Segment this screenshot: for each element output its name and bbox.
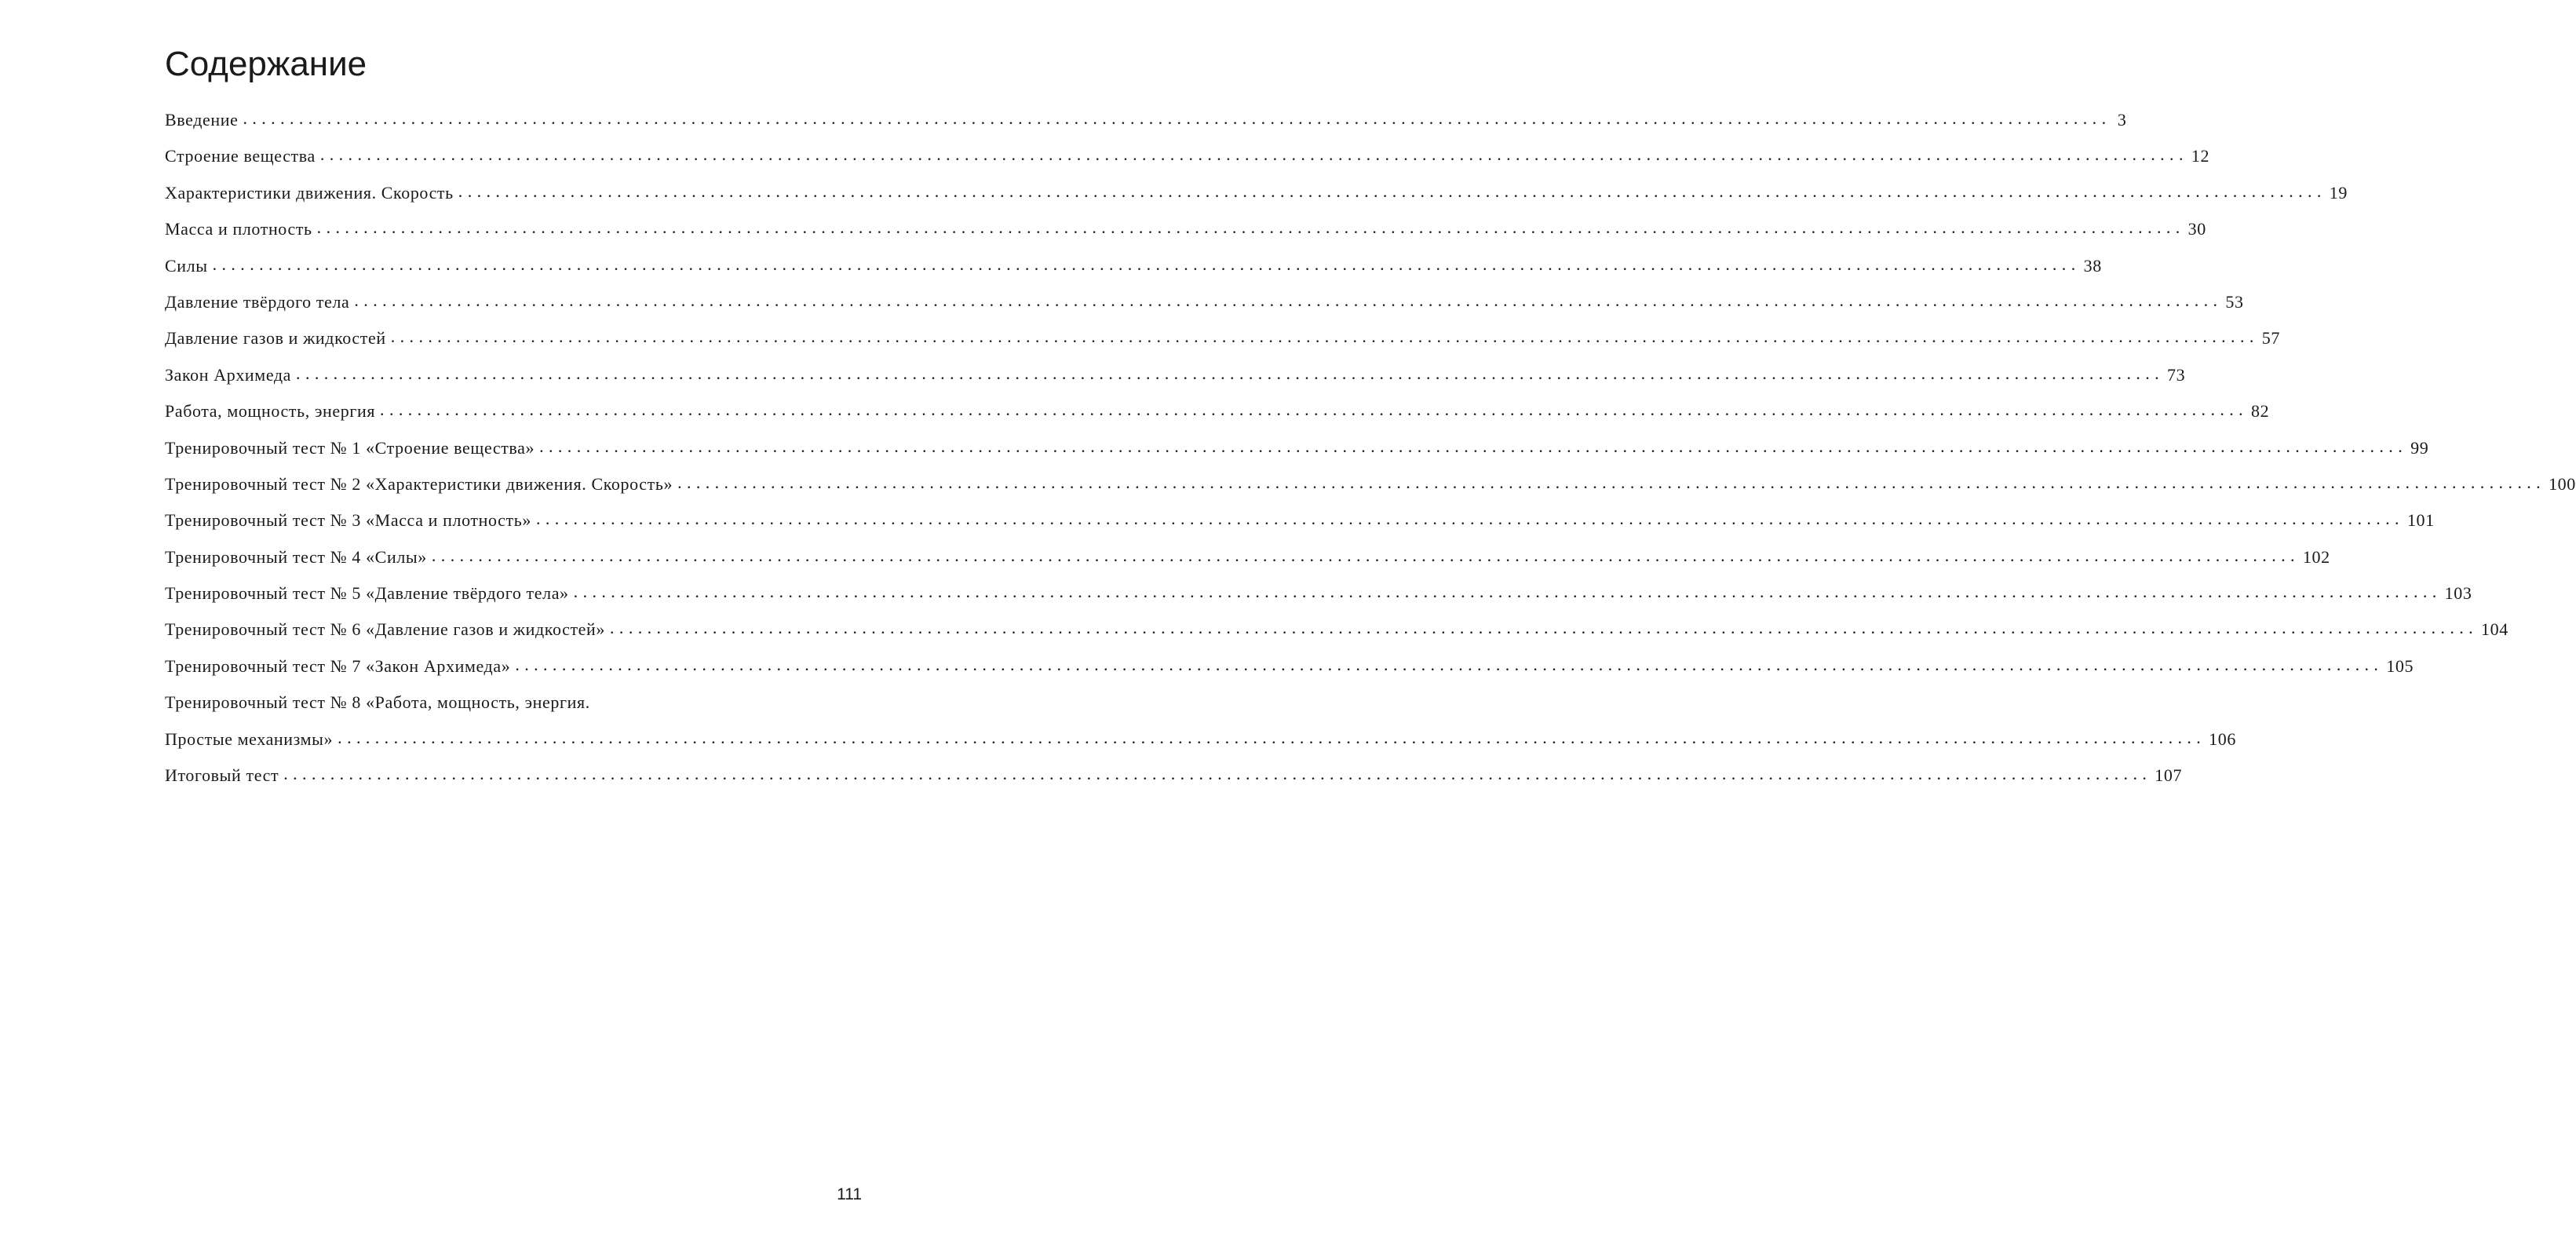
dot-leader: ........................................................................................................................................................................................................ (535, 509, 2404, 529)
dot-leader: ........................................................................................................................................................................................................ (515, 654, 2384, 674)
toc-entry-title: Закон Архимеда (165, 364, 292, 385)
toc-entry[interactable] (165, 175, 2348, 211)
toc-entry[interactable] (165, 685, 865, 721)
toc-entry[interactable] (165, 721, 2236, 758)
toc-entry-title: Строение вещества (165, 146, 316, 166)
dot-leader: ........................................................................................................................................................................................................ (573, 582, 2442, 602)
toc-entry-page: 101 (2406, 510, 2435, 531)
dot-leader: ........................................................................................................................................................................................................ (677, 472, 2546, 492)
toc-entry-title: Силы (165, 255, 208, 276)
toc-entry-title: Масса и плотность (165, 219, 312, 239)
toc-entry-title: Работа, мощность, энергия (165, 401, 376, 422)
toc-entry[interactable] (165, 758, 2183, 794)
toc-entry[interactable] (165, 284, 2244, 320)
toc-entry-title: Тренировочный тест № 1 «Строение вещества» (165, 437, 535, 458)
dot-leader: ........................................................................................................................................................................................................ (390, 327, 2259, 347)
dot-leader: ........................................................................................................................................................................................................ (296, 363, 2165, 383)
toc-entry[interactable] (165, 539, 2330, 575)
toc-entry-page: 53 (2225, 291, 2244, 312)
table-of-contents (165, 102, 2576, 794)
toc-entry-page: 12 (2191, 146, 2210, 166)
toc-entry-page: 82 (2251, 401, 2270, 422)
toc-entry-title: Тренировочный тест № 5 «Давление твёрдого тела» (165, 583, 569, 604)
toc-entry-title: Тренировочный тест № 7 «Закон Архимеда» (165, 655, 511, 676)
toc-entry[interactable] (165, 320, 2280, 356)
dot-leader: ........................................................................................................................................................................................................ (610, 618, 2479, 638)
toc-entry[interactable] (165, 648, 2414, 685)
toc-entry-title: Тренировочный тест № 6 «Давление газов и жидкостей» (165, 619, 606, 640)
toc-entry-title: Давление газов и жидкостей (165, 328, 386, 349)
dot-leader: ........................................................................................................................................................................................................ (380, 400, 2249, 420)
toc-entry[interactable] (165, 502, 2435, 539)
toc-entry-title: Давление твёрдого тела (165, 291, 350, 312)
toc-entry-title: Тренировочный тест № 3 «Масса и плотность» (165, 510, 531, 531)
dot-leader: ........................................................................................................................................................................................................ (431, 545, 2300, 565)
toc-entry-title: Простые механизмы» (165, 728, 334, 749)
dot-leader: ........................................................................................................................................................................................................ (539, 436, 2408, 456)
toc-entry[interactable] (165, 357, 2186, 393)
toc-entry[interactable] (165, 211, 2206, 247)
toc-entry-page: 105 (2386, 655, 2414, 676)
toc-entry-page: 103 (2444, 583, 2472, 604)
toc-entry-page: 107 (2155, 765, 2183, 786)
toc-entry[interactable] (165, 430, 2429, 466)
page-title: Содержание (165, 45, 367, 83)
toc-entry-page: 3 (2117, 110, 2127, 130)
toc-entry-page: 19 (2329, 182, 2348, 203)
dot-leader: ........................................................................................................................................................................................................ (212, 254, 2081, 274)
toc-entry-title: Тренировочный тест № 4 «Силы» (165, 546, 427, 567)
dot-leader: ........................................................................................................................................................................................................ (243, 108, 2111, 128)
toc-entry[interactable] (165, 102, 2127, 138)
toc-entry-page: 104 (2481, 619, 2508, 640)
toc-entry-page: 100 (2549, 473, 2576, 494)
toc-entry-page: 57 (2261, 328, 2280, 349)
dot-leader: ........................................................................................................................................................................................................ (338, 727, 2206, 747)
dot-leader: ........................................................................................................................................................................................................ (316, 217, 2185, 238)
dot-leader: ........................................................................................................................................................................................................ (319, 144, 2188, 165)
toc-entry-page: 106 (2209, 728, 2236, 749)
toc-entry-title: Характеристики движения. Скорость (165, 182, 454, 203)
toc-entry-page: 38 (2083, 255, 2102, 276)
toc-entry-page: 102 (2302, 546, 2330, 567)
toc-entry-title: Тренировочный тест № 2 «Характеристики движения. Скорость» (165, 473, 673, 494)
toc-entry[interactable] (165, 393, 2270, 429)
toc-entry-title: Введение (165, 110, 239, 130)
toc-entry-title: Итоговый тест (165, 765, 279, 786)
toc-entry[interactable] (165, 612, 2508, 648)
toc-entry[interactable] (165, 138, 2210, 174)
toc-entry-title: Тренировочный тест № 8 «Работа, мощность, энергия. (165, 692, 590, 713)
toc-entry-page: 99 (2410, 437, 2429, 458)
toc-entry-page: 30 (2187, 219, 2206, 239)
toc-entry-page: 73 (2167, 364, 2186, 385)
dot-leader: ........................................................................................................................................................................................................ (283, 764, 2152, 784)
dot-leader: ........................................................................................................................................................................................................ (458, 181, 2326, 201)
toc-entry[interactable] (165, 575, 2472, 612)
toc-entry[interactable] (165, 248, 2102, 284)
page-number: 111 (837, 1185, 862, 1203)
toc-entry[interactable] (165, 466, 2576, 502)
dot-leader: ........................................................................................................................................................................................................ (354, 290, 2223, 310)
